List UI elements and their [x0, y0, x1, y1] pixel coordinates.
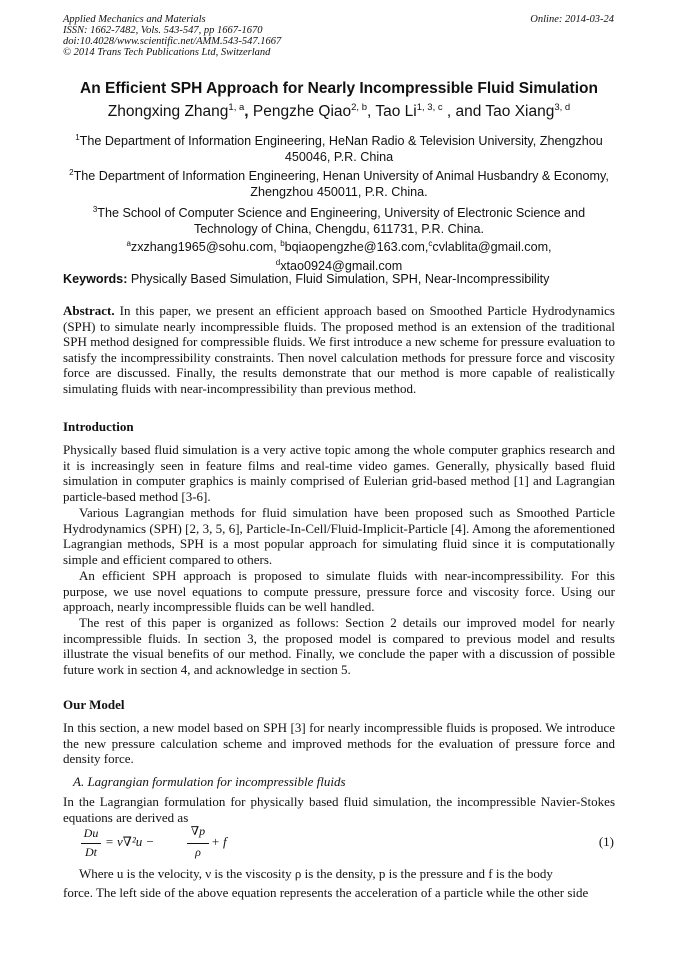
- eq-fraction-line: [81, 843, 101, 844]
- author-sep: ,: [367, 103, 376, 121]
- journal-issn: ISSN: 1662-7482, Vols. 543-547, pp 1667-1670: [63, 25, 263, 36]
- intro-paragraph-2: Various Lagrangian methods for fluid simulation have been proposed such as Smoothed Particle Hydrodynamics (SPH) [2, 3, 5, 6], Particle-In-Cell/Fluid-Implicit-Particle [4]. Among the aforementioned Lagrangian methods, SPH is a most popular approach for simulating fluid since it is computationally simple and efficient compared to others.: [63, 505, 615, 567]
- affiliation-3: [60, 202, 618, 237]
- affiliation-text: The School of Computer Science and Engineering, University of Electronic Science and Technology of China, Chengdu, 611731, P.R. China.: [97, 206, 586, 237]
- author-name: Zhongxing Zhang: [107, 103, 229, 121]
- author-sup: 3, d: [554, 102, 571, 113]
- affiliation-text: The Department of Information Engineering, HeNan Radio & Television University, Zhengzhou 450046, P.R. China: [79, 134, 603, 165]
- email-sup: a: [126, 239, 131, 248]
- equation-1: [63, 824, 623, 864]
- author-list: [0, 102, 678, 121]
- email: xtao0924@gmail.com: [280, 259, 403, 274]
- author-name: Pengzhe Qiao: [252, 103, 352, 121]
- keywords: [63, 272, 549, 286]
- eq-tail: + f: [211, 834, 227, 849]
- journal-doi: doi:10.4028/www.scientific.net/AMM.543-547.1667: [63, 36, 282, 47]
- keywords-label: Keywords:: [63, 272, 128, 286]
- email: bqiaopengzhe@163.com,: [284, 240, 429, 255]
- author-emails: [60, 236, 618, 274]
- author-sup: 1, 3, c: [416, 102, 443, 113]
- journal-copyright: © 2014 Trans Tech Publications Ltd, Switzerland: [63, 47, 271, 58]
- abstract: [63, 303, 615, 396]
- eq-lhs-numerator: Du: [83, 826, 99, 840]
- equation-number: (1): [598, 834, 614, 849]
- affiliation-sup: 2: [69, 168, 74, 177]
- email-sup: b: [280, 239, 285, 248]
- eq-lhs-denominator: Dt: [85, 845, 97, 859]
- abstract-label: Abstract.: [63, 303, 115, 318]
- email: zxzhang1965@sohu.com,: [130, 240, 281, 255]
- intro-paragraph-4: The rest of this paper is organized as follows: Section 2 details our improved model for nearly incompressible fluids. In section 3, the proposed model is compared to previous model and results illustrate the visual benefits of our method. Finally, we conclude the paper with a discussion of possible future work in section 4, and acknowledge in section 5.: [63, 615, 615, 677]
- journal-header: [63, 14, 281, 58]
- eq-middle: = ν∇²u −: [105, 834, 155, 849]
- eq-rhs-numerator: ∇p: [190, 824, 206, 838]
- model-paragraph: In this section, a new model based on SPH [3] for nearly incompressible fluids is proposed. We introduce the new pressure calculation scheme and improved methods for the evaluation of pressure force and density force.: [63, 720, 615, 766]
- paper-title: An Efficient SPH Approach for Nearly Incompressible Fluid Simulation: [80, 80, 598, 97]
- author-sep: ,: [244, 103, 253, 121]
- section-heading-model: Our Model: [63, 697, 125, 712]
- online-date: Online: 2014-03-24: [530, 14, 614, 25]
- author-sep: , and: [442, 103, 486, 121]
- affiliation-sup: 1: [75, 133, 80, 142]
- abstract-text: In this paper, we present an efficient approach based on Smoothed Particle Hydrodynamics (SPH) to simulate nearly incompressible fluids. The proposed method is an extension of the traditional SPH method designed for compressible fluids. We first introduce a new scheme for pressure evaluation to satisfy the incompressibility constraints. Then novel calculation methods for pressure force and viscosity force are discussed. Finally, the results demonstrate that our method is more capable of realistically simulating fluids with near-incompressibility than previous method.: [63, 303, 615, 396]
- subsection-heading: A. Lagrangian formulation for incompressible fluids: [73, 774, 346, 789]
- eq-fraction-line: [187, 843, 209, 844]
- email-sup: d: [275, 258, 281, 268]
- journal-name: Applied Mechanics and Materials: [63, 14, 206, 25]
- author-sup: 1, a: [228, 102, 245, 113]
- section-heading-introduction: Introduction: [63, 419, 134, 434]
- author-sup: 2, b: [351, 102, 367, 113]
- affiliation-2: [60, 165, 618, 200]
- affiliation-1: [60, 130, 618, 165]
- where-line-1: Where u is the velocity, ν is the viscosity ρ is the density, p is the pressure and f is the body: [79, 866, 553, 881]
- affiliation-sup: 3: [92, 205, 98, 214]
- where-line-2: force. The left side of the above equation represents the acceleration of a particle while the other side: [63, 885, 589, 900]
- intro-paragraph-3: An efficient SPH approach is proposed to simulate fluids with near-incompressibility. For this purpose, we use novel equations to compute pressure, pressure force and viscosity force. Using our approach, nearly incompressible fluids can be well handled.: [63, 568, 615, 614]
- author-name: Tao Li: [375, 103, 417, 121]
- intro-paragraph-1: Physically based fluid simulation is a very active topic among the whole computer graphics research and it is increasingly seen in feature films and real-time video games. Generally, physically based fluid simulation in computer graphics is mainly comprised of Eulerian grid-based method [1] and Lagrangian particle-based method [3-6].: [63, 442, 615, 504]
- email-sup: c: [428, 239, 433, 248]
- author-name: Tao Xiang: [485, 103, 555, 121]
- affiliation-text: The Department of Information Engineering, Henan University of Animal Husbandry & Economy, Zhengzhou 450011, P.R. China.: [73, 169, 609, 200]
- subsection-paragraph: In the Lagrangian formulation for physically based fluid simulation, the incompressible Navier-Stokes equations are derived as: [63, 794, 615, 825]
- eq-rhs-denominator: ρ: [195, 845, 201, 859]
- email: cvlablita@gmail.com,: [432, 240, 552, 255]
- keywords-text: Physically Based Simulation, Fluid Simulation, SPH, Near-Incompressibility: [127, 272, 550, 286]
